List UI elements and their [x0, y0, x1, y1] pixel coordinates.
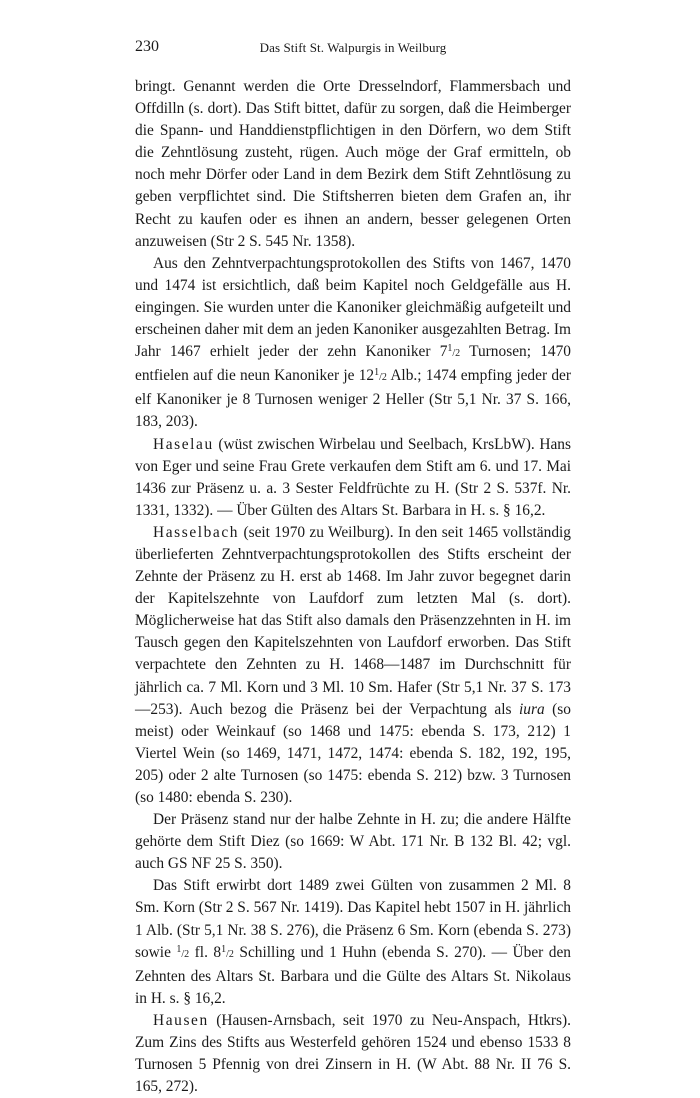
- fraction: [221, 943, 234, 960]
- lemma-hausen: Hausen: [153, 1011, 209, 1029]
- fraction-denominator: /2: [226, 948, 234, 960]
- fraction-denominator: /2: [452, 348, 461, 360]
- paragraph-text: (Hausen-Arnsbach, seit 1970 zu Neu-Anspach, Htkrs). Zum Zins des Stifts aus Westerfeld gehören 1524 und ebenso 1533 8 Turnosen 5 Pfennig von drei Zinsern in H. (W Abt. 88 Nr. II 76 S. 165, 272).: [135, 1011, 571, 1096]
- paragraph-hasselbach: [135, 522, 571, 809]
- lemma-hasselbach: Hasselbach: [153, 523, 240, 541]
- paragraph-text: (seit 1970 zu Weilburg). In den seit 1465 vollständig überlieferten Zehntverpachtungsprotokollen des Stifts erscheint der Zehnte der Präsenz zu H. erst ab 1468. Im Jahr zuvor begegnet darin der Kapitelszehnte von Laufdorf zum letzten Mal (s. dort). Möglicherweise hat das Stift also damals den Präsenzzehnten in H. im Tausch gegen den Kapitelszehnten von Laufdorf erworben. Das Stift verpachtete den Zehnten zu H. 1468—1487 im Durchschnitt für jährlich ca. 7 Ml. Korn und 3 Ml. 10 Sm. Hafer (Str 5,1 Nr. 37 S. 173—253). Auch bezog die Präsenz bei der Verpachtung als: [135, 523, 571, 718]
- paragraph-praesenz: [135, 809, 571, 875]
- fraction-numerator: 1: [221, 943, 227, 955]
- fraction-denominator: /2: [379, 372, 387, 384]
- fraction: [374, 367, 387, 384]
- fraction: [447, 343, 461, 360]
- italic-term: iura: [519, 700, 545, 718]
- body-text: [135, 76, 571, 1098]
- paragraph-guelten: [135, 875, 571, 1010]
- paragraph-zehntverpachtung: [135, 253, 571, 434]
- fraction-numerator: 1: [374, 367, 380, 379]
- paragraph-text: Das Stift erwirbt dort 1489 zwei Gülten von zusammen 2 Ml. 8 Sm. Korn (Str 2 S. 567 Nr. 1419). Das Kapitel hebt 1507 in H. jährlich 1 Alb. (Str 5,1 Nr. 38 S. 276), die Präsenz 6 Sm. Korn (ebenda S. 273) sowie: [135, 877, 571, 961]
- paragraph-text: fl. 8: [189, 943, 222, 961]
- paragraph-text: Schilling und 1 Huhn (ebenda S. 270). — Über den Zehnten des Altars St. Barbara und die Gülte des Altars St. Nikolaus in H. s. § 16,2.: [135, 943, 572, 1007]
- fraction-numerator: 1: [447, 343, 453, 355]
- fraction-numerator: 1: [176, 943, 182, 955]
- fraction: [176, 943, 190, 960]
- page-number: 230: [135, 38, 159, 55]
- paragraph-text: (so meist) oder Weinkauf (so 1468 und 1475: ebenda S. 173, 212) 1 Viertel Wein (so 1469, 1471, 1472, 1474: ebenda S. 182, 192, 195, 205) oder 2 alte Turnosen (so 1475: ebenda S. 212) bzw. 3 Turnosen (so 1480: ebenda S. 230).: [135, 700, 571, 806]
- paragraph-text: bringt. Genannt werden die Orte Dresselndorf, Flammersbach und Offdilln (s. dort). Das Stift bittet, dafür zu sorgen, daß die Heimberger die Spann- und Handdienstpflichtigen in den Dörfern, wo dem Stift die Zehntlösung zusteht, rügen. Auch möge der Graf ermitteln, ob noch mehr Dörfer oder Land in dem Bezirk dem Stift Zehntlösung zu geben verpflichtet sind. Die Stiftsherren bieten dem Grafen an, ihr Recht zu kaufen oder es ihnen an andern, besser gelegenen Orten anzuweisen (Str 2 S. 545 Nr. 1358).: [135, 78, 571, 250]
- paragraph-haselau: [135, 434, 571, 522]
- paragraph-text: Alb.; 1474 empfing jeder der elf Kanoniker je 8 Turnosen weniger 2 Heller (Str 5,1 Nr. 37 S. 166, 183, 203).: [135, 367, 571, 431]
- paragraph-text: Turnosen; 1470 entfielen auf die neun Kanoniker je 12: [135, 343, 571, 385]
- running-title: Das Stift St. Walpurgis in Weilburg: [259, 40, 447, 55]
- paragraph-hausen: [135, 1010, 571, 1098]
- page-header: [135, 38, 571, 60]
- lemma-haselau: Haselau: [153, 435, 214, 453]
- paragraph-text: (wüst zwischen Wirbelau und Seelbach, KrsLbW). Hans von Eger und seine Frau Grete verkaufen dem Stift am 6. und 17. Mai 1436 zur Präsenz u. a. 3 Sester Feldfrüchte zu H. (Str 2 S. 537f. Nr. 1331, 1332). — Über Gülten des Altars St. Barbara in H. s. § 16,2.: [135, 435, 571, 519]
- fraction-denominator: /2: [181, 948, 190, 960]
- paragraph-text: Der Präsenz stand nur der halbe Zehnte in H. zu; die andere Hälfte gehörte dem Stift Diez (so 1669: W Abt. 171 Nr. B 132 Bl. 42; vgl. auch GS NF 25 S. 350).: [135, 811, 571, 873]
- paragraph-text: Aus den Zehntverpachtungsprotokollen des Stifts von 1467, 1470 und 1474 ist ersichtlich, daß beim Kapitel noch Geldgefälle aus H. eingingen. Sie wurden unter die Kanoniker gleichmäßig aufgeteilt und erscheinen daher mit dem an jeden Kanoniker ausgezahlten Betrag. Im Jahr 1467 erhielt jeder der zehn Kanoniker 7: [135, 254, 571, 361]
- paragraph-continuation: [135, 76, 571, 253]
